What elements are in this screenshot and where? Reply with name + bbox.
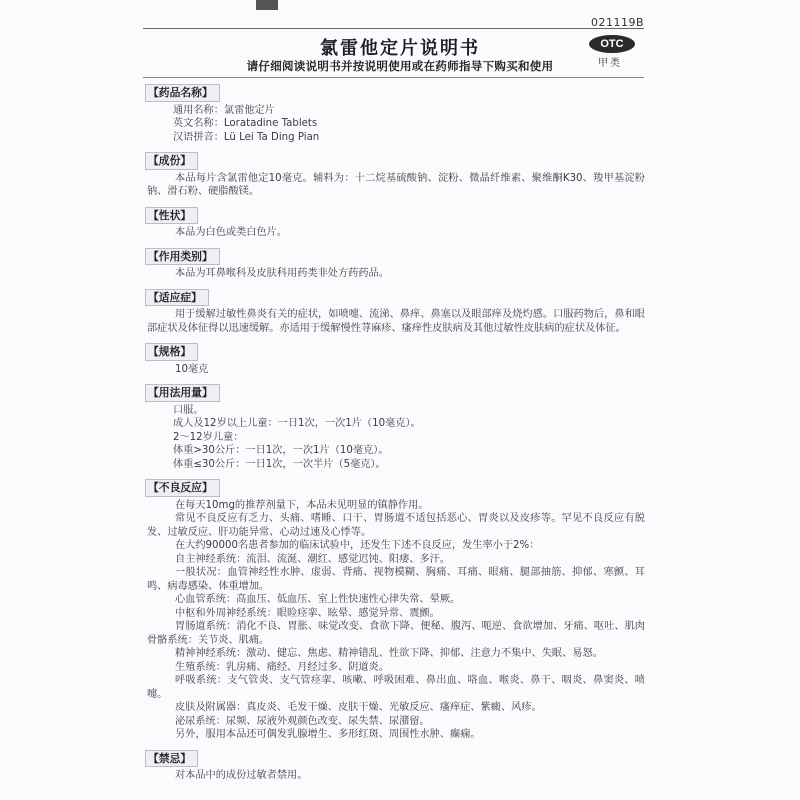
otc-badge-icon: OTC xyxy=(589,35,635,53)
english-name: 英文名称：Loratadine Tablets xyxy=(173,118,318,129)
section-indications xyxy=(145,289,645,336)
adverse-item: 生殖系统：乳房痛、痛经、月经过多、阴道炎。 xyxy=(175,661,389,673)
section-heading: 【作用类别】 xyxy=(145,248,220,266)
section-heading: 【不良反应】 xyxy=(145,479,220,497)
adverse-item: 泌尿系统：尿频、尿液外观颜色改变、尿失禁、尿潴留。 xyxy=(175,715,430,727)
adverse-paragraph: 在大约90000名患者参加的临床试验中，还发生下述不良反应，发生率小于2%： xyxy=(175,540,540,551)
indications-text: 用于缓解过敏性鼻炎有关的症状，如喷嚏、流涕、鼻痒、鼻塞以及眼部痒及烧灼感。口服药物后，鼻和眼部症状及体征得以迅速缓解。亦适用于缓解慢性荨麻疹、瘙痒性皮肤病及其他过敏性皮肤病的症状及体征。 xyxy=(147,309,645,334)
adverse-item: 精神神经系统：激动、健忘、焦虑、精神错乱、性欲下降、抑郁、注意力不集中、失眠、易怒。 xyxy=(175,648,603,659)
contraindications-text: 对本品中的成份过敏者禁用。 xyxy=(175,770,308,781)
dosage-line: 体重≤30公斤：一日1次，一次半片（5毫克）。 xyxy=(173,458,386,470)
leaflet-body xyxy=(145,84,645,791)
adverse-item: 另外，服用本品还可偶发乳腺增生、多形红斑、周围性水肿、癫痫。 xyxy=(175,729,481,740)
adverse-paragraph: 在每天10mg的推荐剂量下，本品未见明显的镇静作用。 xyxy=(175,499,429,511)
section-heading: 【禁忌】 xyxy=(145,750,198,768)
section-ingredients xyxy=(145,152,645,199)
section-dosage xyxy=(145,384,645,471)
document-subtitle: 请仔细阅读说明书并按说明使用或在药师指导下购买和使用 xyxy=(246,59,554,73)
adverse-item: 一般状况：血管神经性水肿、虚弱、背痛、视物模糊、胸痛、耳痛、眼痛、腿部抽筋、抑郁、寒颤、耳鸣、病毒感染、体重增加。 xyxy=(147,567,645,592)
ingredients-text: 本品每片含氯雷他定10毫克。辅料为：十二烷基硫酸钠、淀粉、微晶纤维素、聚维酮K30、羧甲基淀粉钠、滑石粉、硬脂酸镁。 xyxy=(147,172,645,197)
spec-text: 10毫克 xyxy=(175,363,209,375)
adverse-item: 皮肤及附属器：真皮炎、毛发干燥、皮肤干燥、光敏反应、瘙痒症、紫癜、风疹。 xyxy=(175,702,542,713)
adverse-item: 胃肠道系统：消化不良、胃胀、味觉改变、食欲下降、便秘、腹泻、呃逆、食欲增加、牙痛、呕吐、肌肉骨骼系统：关节炎、肌痛。 xyxy=(147,621,645,646)
section-appearance xyxy=(145,207,645,240)
section-adverse-reactions xyxy=(145,479,645,742)
document-code: 021119B xyxy=(590,16,644,29)
section-category xyxy=(145,248,645,281)
section-contraindications xyxy=(145,750,645,783)
dosage-line: 成人及12岁以上儿童：一日1次，一次1片（10毫克）。 xyxy=(173,418,421,429)
document-title: 氯雷他定片说明书 xyxy=(320,38,480,59)
appearance-text: 本品为白色或类白色片。 xyxy=(175,227,288,238)
adverse-item: 自主神经系统：流泪、流涎、潮红、感觉迟钝、阳痿、多汗。 xyxy=(175,553,451,565)
dosage-line: 口服。 xyxy=(173,404,204,416)
adverse-paragraph: 常见不良反应有乏力、头痛、嗜睡、口干、胃肠道不适包括恶心、胃炎以及皮疹等。罕见不良反应有脱发、过敏反应、肝功能异常、心动过速及心悸等。 xyxy=(147,513,645,538)
dosage-line: 体重>30公斤：一日1次，一次1片（10毫克）。 xyxy=(173,445,389,456)
dosage-line: 2～12岁儿童： xyxy=(173,431,244,443)
otc-class-label: 甲类 xyxy=(598,58,622,69)
section-heading: 【药品名称】 xyxy=(145,84,220,102)
category-text: 本品为耳鼻喉科及皮肤科用药类非处方药药品。 xyxy=(175,268,389,279)
adverse-item: 中枢和外周神经系统：眼睑痉挛、眩晕、感觉异常、震颤。 xyxy=(175,607,440,619)
top-tab-mark xyxy=(256,0,278,10)
adverse-item: 心血管系统：高血压、低血压、室上性快速性心律失常、晕厥。 xyxy=(175,594,461,605)
section-heading: 【用法用量】 xyxy=(145,384,220,402)
section-heading: 【性状】 xyxy=(145,207,198,225)
section-heading: 【成份】 xyxy=(145,152,198,170)
section-heading: 【规格】 xyxy=(145,343,198,361)
section-drug-name xyxy=(145,84,645,144)
generic-name: 通用名称：氯雷他定片 xyxy=(173,104,275,116)
header-rule xyxy=(143,77,644,78)
adverse-item: 呼吸系统：支气管炎、支气管痉挛、咳嗽、呼吸困难、鼻出血、咯血、喉炎、鼻干、咽炎、鼻窦炎、喷嚏。 xyxy=(147,675,645,700)
section-heading: 【适应症】 xyxy=(145,289,209,307)
pinyin-name: 汉语拼音：Lü Lei Ta Ding Pian xyxy=(173,131,320,143)
top-rule xyxy=(143,28,644,29)
section-spec xyxy=(145,343,645,376)
